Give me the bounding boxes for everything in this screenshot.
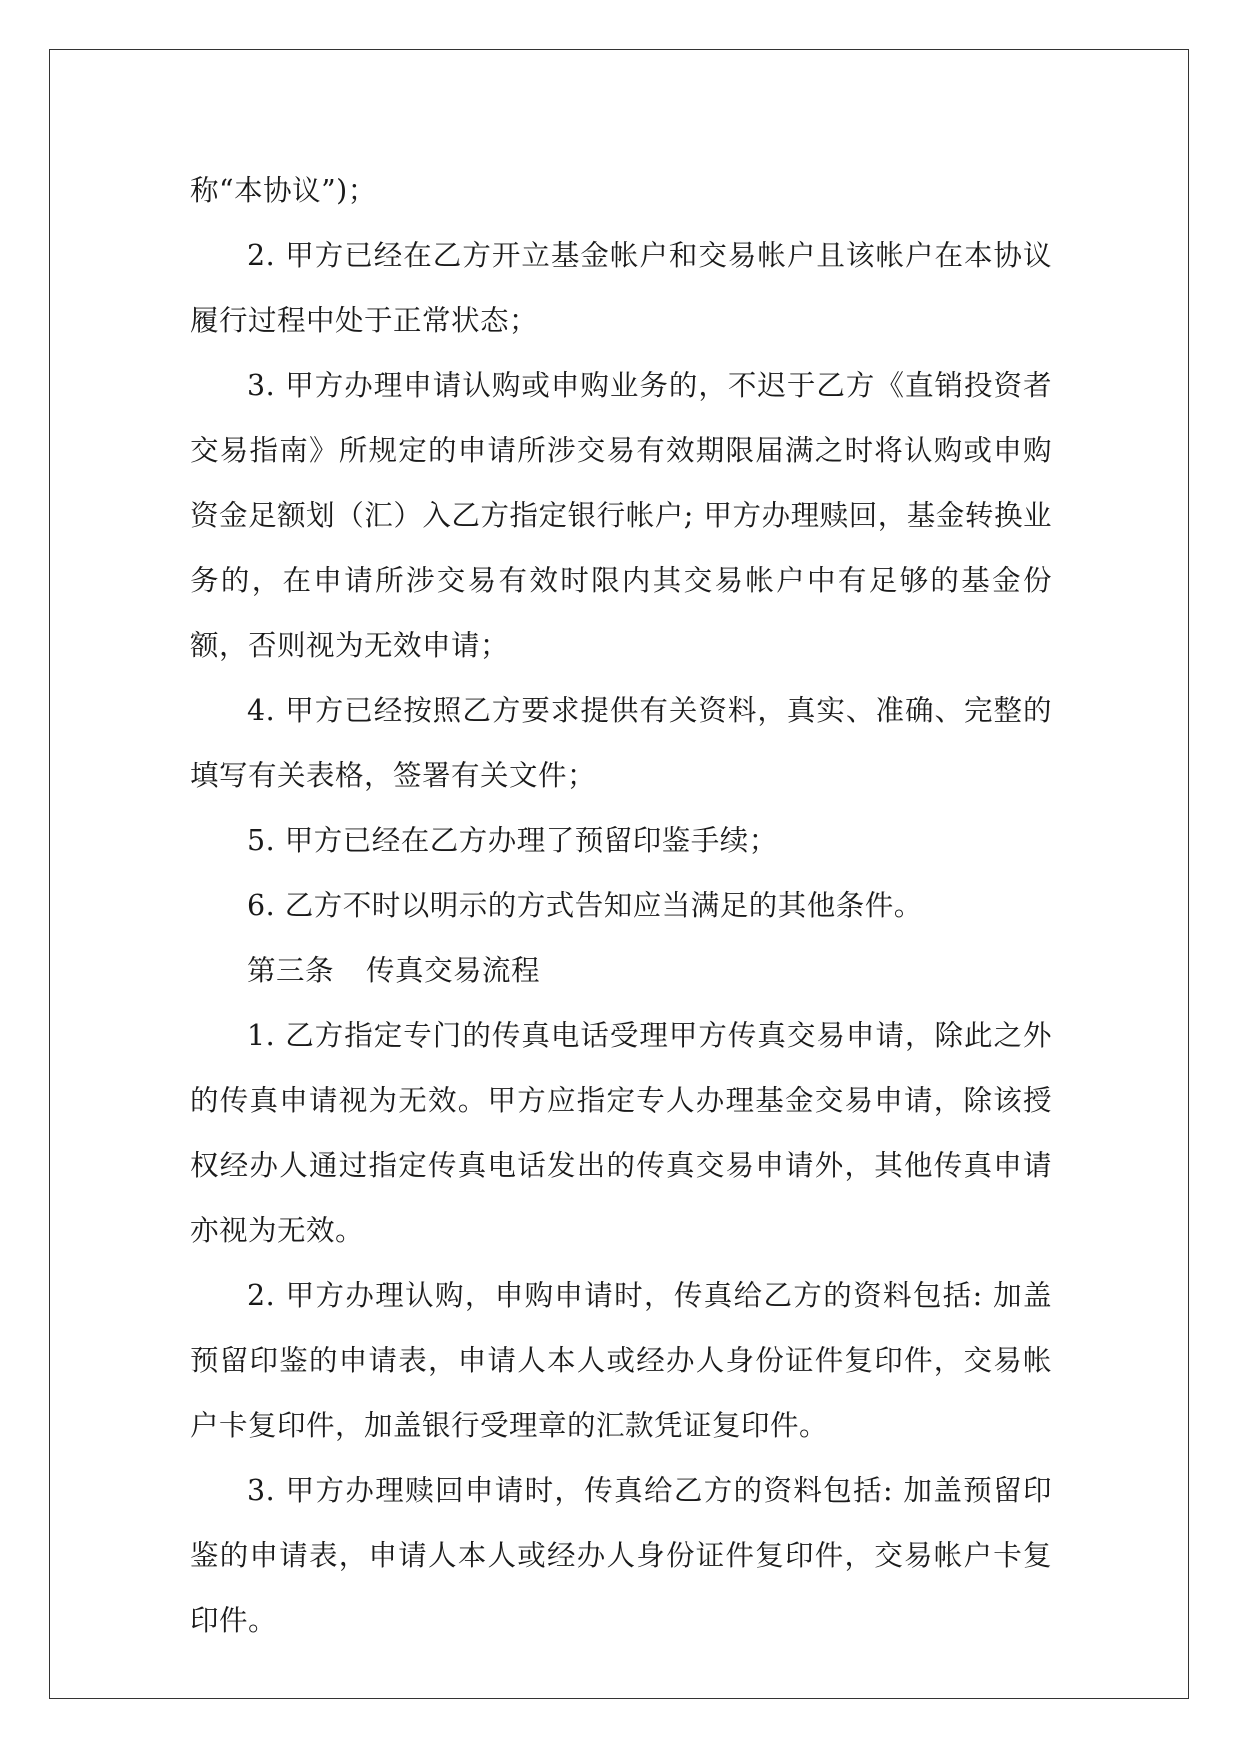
paragraph: 3. 甲方办理赎回申请时，传真给乙方的资料包括: 加盖预留印鉴的申请表，申请人本人或经办人身份证件复印件，交易帐户卡复印件。 bbox=[190, 1474, 1052, 1637]
section-title: 传真交易流程 bbox=[366, 954, 541, 987]
paragraph: 2. 甲方办理认购，申购申请时，传真给乙方的资料包括: 加盖预留印鉴的申请表，申请人本人或经办人身份证件复印件，交易帐户卡复印件，加盖银行受理章的汇款凭证复印件。 bbox=[190, 1279, 1052, 1442]
section-number: 第三条 bbox=[247, 954, 335, 987]
paragraph: 2. 甲方已经在乙方开立基金帐户和交易帐户且该帐户在本协议履行过程中处于正常状态； bbox=[190, 239, 1052, 337]
document-body bbox=[190, 158, 1052, 1653]
paragraph: 5. 甲方已经在乙方办理了预留印鉴手续； bbox=[247, 824, 778, 857]
paragraph: 6. 乙方不时以明示的方式告知应当满足的其他条件。 bbox=[247, 889, 923, 922]
paragraph: 4. 甲方已经按照乙方要求提供有关资料，真实、准确、完整的填写有关表格，签署有关文件； bbox=[190, 694, 1052, 792]
section-heading bbox=[190, 938, 1052, 1003]
paragraph: 称“本协议”)； bbox=[190, 174, 377, 207]
paragraph: 3. 甲方办理申请认购或申购业务的，不迟于乙方《直销投资者交易指南》所规定的申请所涉交易有效期限届满之时将认购或申购资金足额划（汇）入乙方指定银行帐户; 甲方办理赎回，基金转换业务的，在申请所涉交易有效时限内其交易帐户中有足够的基金份额，否则视为无效申请； bbox=[190, 369, 1052, 662]
paragraph: 1. 乙方指定专门的传真电话受理甲方传真交易申请，除此之外的传真申请视为无效。甲方应指定专人办理基金交易申请，除该授权经办人通过指定传真电话发出的传真交易申请外，其他传真申请亦视为无效。 bbox=[190, 1019, 1052, 1247]
